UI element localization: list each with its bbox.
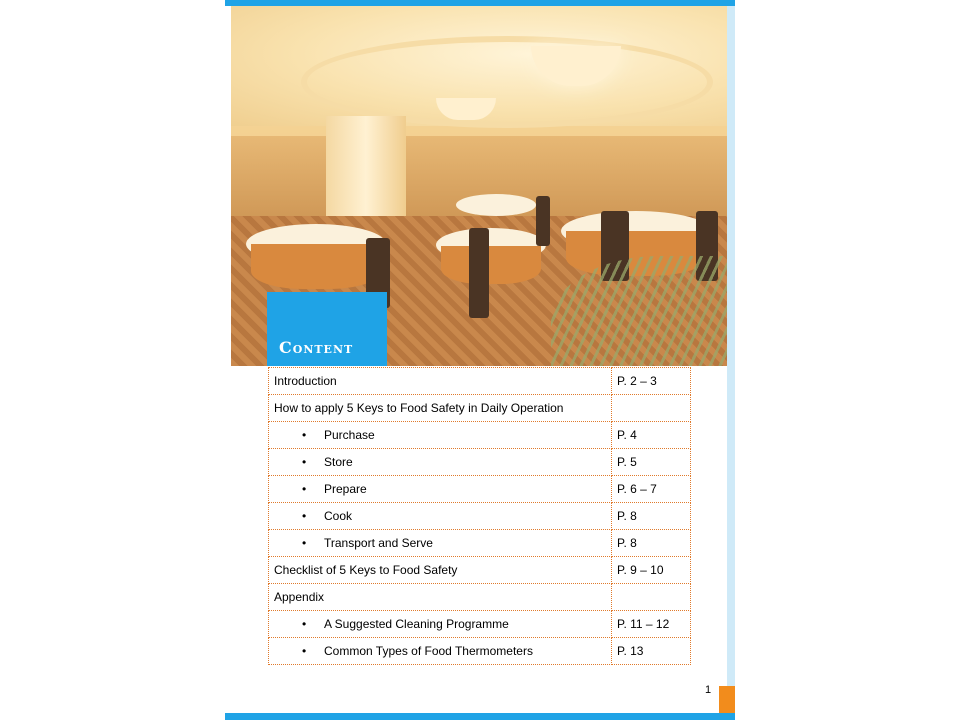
toc-page-ref xyxy=(612,584,691,611)
toc-entry-title: Common Types of Food Thermometers xyxy=(324,644,533,658)
toc-row xyxy=(269,449,691,476)
bullet-icon: • xyxy=(302,644,307,658)
toc-entry-title: Purchase xyxy=(324,428,375,442)
document-page xyxy=(225,0,735,720)
toc-page-ref: P. 8 xyxy=(612,530,691,557)
toc-entry-title: Prepare xyxy=(324,482,367,496)
toc-entry-cell xyxy=(269,503,612,530)
page-number: 1 xyxy=(705,684,712,696)
toc-row xyxy=(269,476,691,503)
toc-entry-cell xyxy=(269,422,612,449)
toc-entry-cell xyxy=(269,557,612,584)
toc-row xyxy=(269,368,691,395)
bullet-icon: • xyxy=(302,428,307,442)
toc-entry-cell xyxy=(269,449,612,476)
toc-page-ref: P. 6 – 7 xyxy=(612,476,691,503)
toc-entry-cell xyxy=(269,395,612,422)
toc-page-ref: P. 13 xyxy=(612,638,691,665)
toc-page-ref: P. 8 xyxy=(612,503,691,530)
toc-entry-cell xyxy=(269,368,612,395)
toc-entry-title: How to apply 5 Keys to Food Safety in Daily Operation xyxy=(274,401,564,415)
bottom-accent-bar xyxy=(225,713,735,720)
toc-page-ref: P. 9 – 10 xyxy=(612,557,691,584)
toc-row xyxy=(269,611,691,638)
section-title: Content xyxy=(279,338,354,357)
bullet-icon: • xyxy=(302,482,307,496)
toc-page-ref xyxy=(612,395,691,422)
toc-entry-cell xyxy=(269,584,612,611)
toc-row xyxy=(269,530,691,557)
bullet-icon: • xyxy=(302,617,307,631)
toc-entry-title: Appendix xyxy=(274,590,325,604)
bullet-icon: • xyxy=(302,455,307,469)
page-tab-marker xyxy=(719,686,735,713)
toc-entry-title: Transport and Serve xyxy=(324,536,433,550)
bullet-icon: • xyxy=(302,509,307,523)
toc-row xyxy=(269,584,691,611)
toc-entry-cell xyxy=(269,530,612,557)
toc-entry-title: A Suggested Cleaning Programme xyxy=(324,617,509,631)
toc-row xyxy=(269,422,691,449)
toc-entry-title: Store xyxy=(324,455,353,469)
toc-row xyxy=(269,395,691,422)
toc-row xyxy=(269,638,691,665)
bullet-icon: • xyxy=(302,536,307,550)
toc-entry-cell xyxy=(269,476,612,503)
toc-entry-cell xyxy=(269,638,612,665)
toc-page-ref: P. 2 – 3 xyxy=(612,368,691,395)
toc-row xyxy=(269,503,691,530)
table-of-contents xyxy=(268,367,691,665)
toc-entry-title: Cook xyxy=(324,509,353,523)
toc-row xyxy=(269,557,691,584)
toc-page-ref: P. 5 xyxy=(612,449,691,476)
toc-entry-title: Introduction xyxy=(274,374,337,388)
right-accent-strip xyxy=(727,6,735,686)
toc-page-ref: P. 11 – 12 xyxy=(612,611,691,638)
toc-entry-title: Checklist of 5 Keys to Food Safety xyxy=(274,563,458,577)
toc-page-ref: P. 4 xyxy=(612,422,691,449)
toc-entry-cell xyxy=(269,611,612,638)
